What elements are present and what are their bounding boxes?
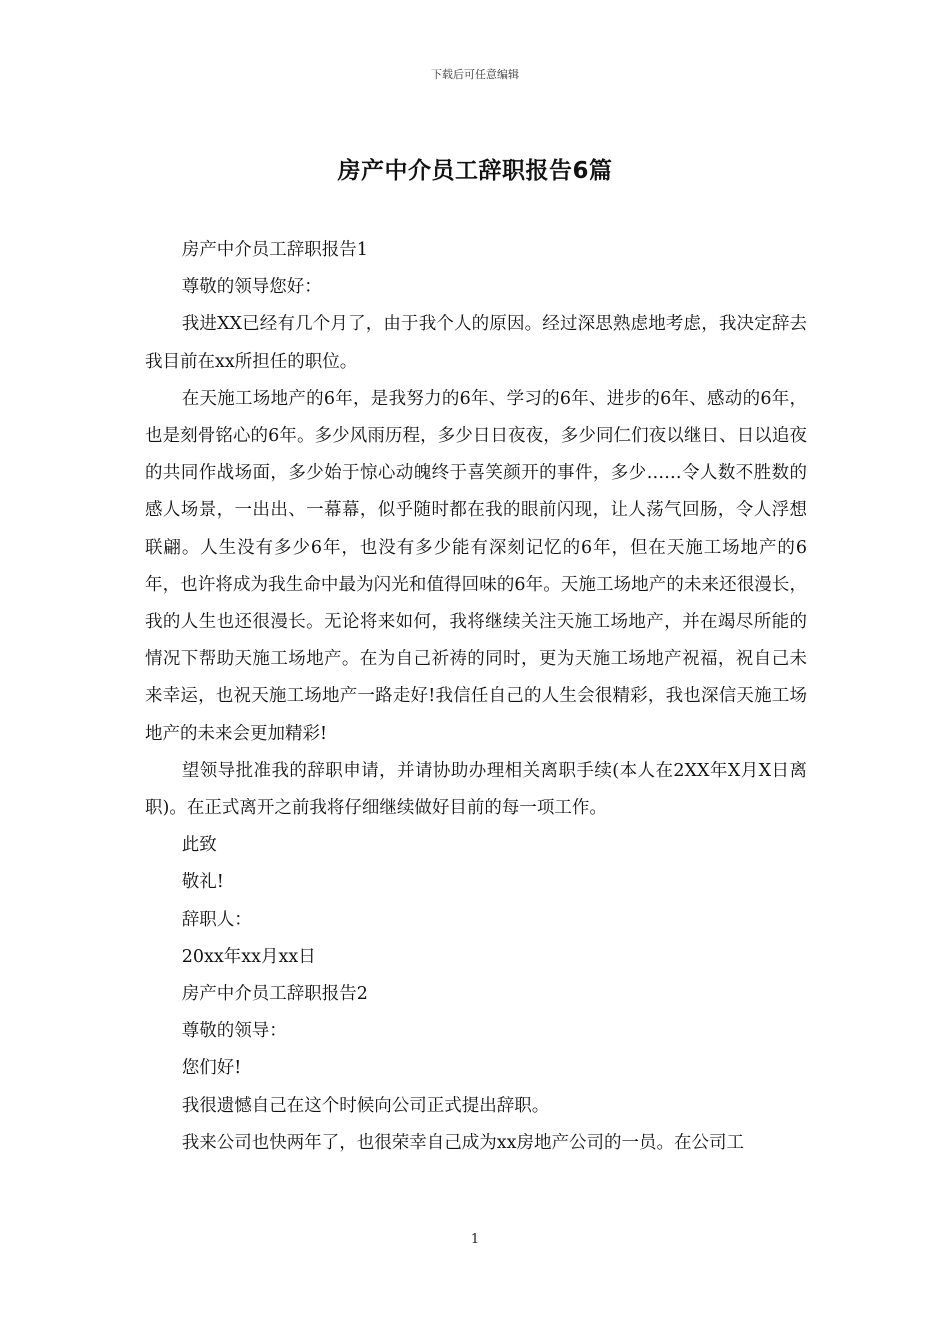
- closing-line: 此致: [181, 835, 217, 856]
- page-number: 1: [470, 1232, 480, 1247]
- body-paragraph: 我进XX已经有几个月了，由于我个人的原因。经过深思熟虑地考虑，我决定辞去我目前在xx所担任的职位。: [145, 314, 807, 372]
- section-heading-2: 房产中介员工辞职报告2: [181, 984, 368, 1005]
- header-note: 下载后可任意编辑: [431, 68, 519, 81]
- salutation: 尊敬的领导：: [181, 1021, 287, 1042]
- greeting-line: 您们好!: [181, 1058, 242, 1079]
- document-body: [145, 232, 807, 1162]
- body-paragraph: 在天施工场地产的6年，是我努力的6年、学习的6年、进步的6年、感动的6年，也是刻骨铭心的6年。多少风雨历程，多少日日夜夜，多少同仁们夜以继日、日以追夜的共同作战场面，多少始于惊心动魄终于喜笑颜开的事件，多少……令人数不胜数的感人场景，一出出、一幕幕，似乎随时都在我的眼前闪现，让人荡气回肠，令人浮想联翩。人生没有多少6年，也没有多少能有深刻记忆的6年，但在天施工场地产的6年，也许将成为我生命中最为闪光和值得回味的6年。天施工场地产的未来还很漫长，我的人生也还很漫长。无论将来如何，我将继续关注天施工场地产，并在竭尽所能的情况下帮助天施工场地产。在为自己祈祷的同时，更为天施工场地产祝福，祝自己未来幸运，也祝天施工场地产一路走好!我信任自己的人生会很精彩，我也深信天施工场地产的未来会更加精彩!: [145, 388, 807, 744]
- body-paragraph: 我来公司也快两年了，也很荣幸自己成为xx房地产公司的一员。在公司工: [181, 1132, 744, 1153]
- body-paragraph: 望领导批准我的辞职申请，并请协助办理相关离职手续(本人在2XX年X月X日离职)。在正式离开之前我将仔细继续做好目前的每一项工作。: [145, 760, 807, 819]
- closing-line: 敬礼!: [181, 872, 224, 893]
- salutation: 尊敬的领导您好：: [181, 277, 322, 298]
- date-line: 20xx年xx月xx日: [181, 946, 316, 967]
- body-paragraph: 我很遗憾自己在这个时候向公司正式提出辞职。: [181, 1095, 550, 1116]
- document-title: 房产中介员工辞职报告6篇: [337, 158, 613, 184]
- signature-label: 辞职人：: [181, 909, 252, 930]
- section-heading-1: 房产中介员工辞职报告1: [181, 240, 368, 260]
